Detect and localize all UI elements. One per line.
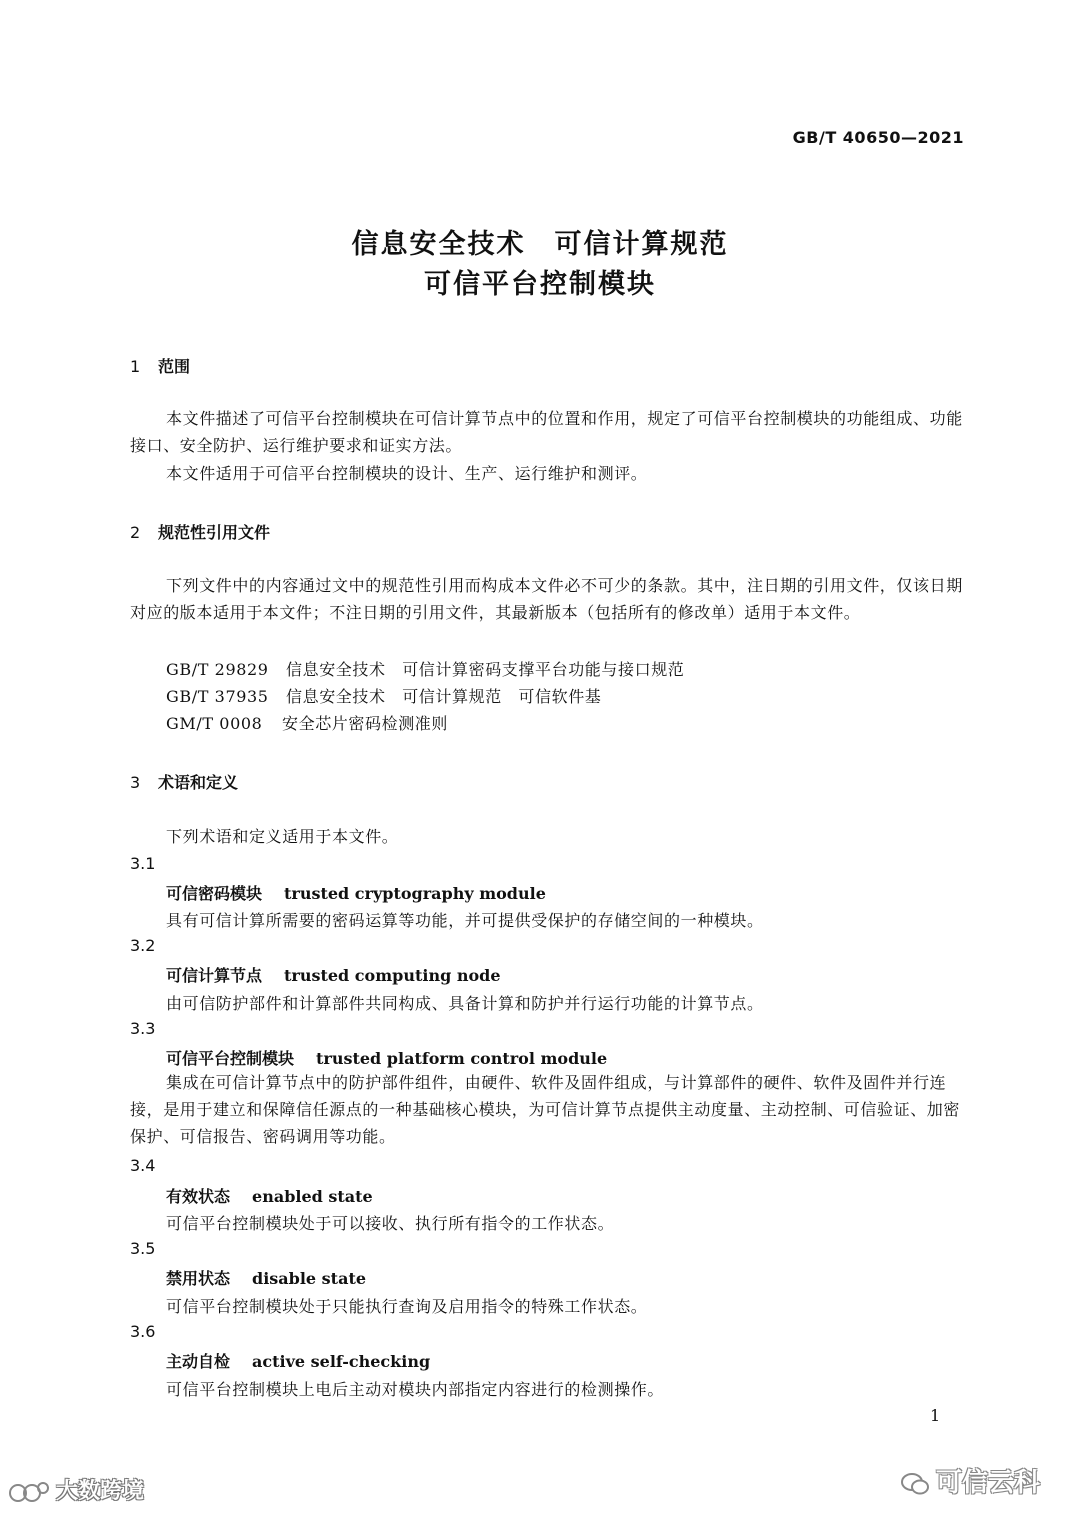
term-number: 3.4	[130, 1156, 156, 1175]
term-number: 3.2	[130, 936, 156, 955]
section-3-intro: 下列术语和定义适用于本文件。	[166, 827, 399, 846]
standard-number: GB/T 40650—2021	[792, 128, 964, 147]
term-en: trusted platform control module	[316, 1049, 608, 1068]
section-title: 规范性引用文件	[158, 523, 271, 542]
watermark-right	[900, 1462, 1040, 1499]
reference-item	[166, 711, 448, 734]
section-number: 1	[130, 357, 141, 376]
section-1-heading	[130, 354, 190, 377]
page-number: 1	[930, 1406, 941, 1425]
term-en: trusted computing node	[284, 966, 501, 985]
wechat-icon	[900, 1471, 930, 1497]
term-en: active self-checking	[252, 1352, 431, 1371]
term-definition: 可信平台控制模块处于只能执行查询及启用指令的特殊工作状态。	[166, 1297, 648, 1316]
term-definition: 集成在可信计算节点中的防护部件组件，由硬件、软件及固件组成，与计算部件的硬件、软件及固件并行连接，是用于建立和保障信任源点的一种基础核心模块，为可信计算节点提供主动度量、主动控制、可信验证、加密保护、可信报告、密码调用等功能。	[130, 1073, 961, 1146]
term-title	[166, 1266, 366, 1289]
reference-title: 安全芯片密码检测准则	[282, 714, 449, 733]
section-1-paragraph-1: 本文件描述了可信平台控制模块在可信计算节点中的位置和作用，规定了可信平台控制模块的功能组成、功能接口、安全防护、运行维护要求和证实方法。	[130, 409, 963, 455]
term-title	[166, 1184, 373, 1207]
term-title	[166, 881, 546, 904]
reference-item	[166, 684, 601, 707]
document-title-line2: 可信平台控制模块	[424, 269, 656, 300]
watermark-right-text: 可信云科	[936, 1468, 1041, 1498]
term-number: 3.3	[130, 1019, 156, 1038]
section-2-paragraph-1: 下列文件中的内容通过文中的规范性引用而构成本文件必不可少的条款。其中，注日期的引用文件，仅该日期对应的版本适用于本文件；不注日期的引用文件，其最新版本（包括所有的修改单）适用于本文件。	[130, 576, 963, 622]
term-en: trusted cryptography module	[284, 884, 546, 903]
term-en: enabled state	[252, 1187, 373, 1206]
term-number: 3.6	[130, 1322, 156, 1341]
term-zh: 主动自检	[166, 1352, 231, 1371]
reference-item	[166, 657, 684, 680]
term-title	[166, 1349, 430, 1372]
term-zh: 有效状态	[166, 1187, 231, 1206]
reference-code: GM/T 0008	[166, 714, 263, 733]
section-2-heading	[130, 520, 270, 543]
term-en: disable state	[252, 1269, 367, 1288]
term-number: 3.5	[130, 1239, 156, 1258]
reference-title: 信息安全技术 可信计算密码支撑平台功能与接口规范	[286, 660, 685, 679]
section-number: 2	[130, 523, 141, 542]
term-zh: 可信密码模块	[166, 884, 263, 903]
term-definition: 可信平台控制模块上电后主动对模块内部指定内容进行的检测操作。	[166, 1380, 665, 1399]
section-number: 3	[130, 773, 141, 792]
reference-title: 信息安全技术 可信计算规范 可信软件基	[286, 687, 602, 706]
section-1-paragraph-2: 本文件适用于可信平台控制模块的设计、生产、运行维护和测评。	[166, 464, 648, 483]
watermark-left-text: 大数跨境	[56, 1479, 145, 1504]
reference-code: GB/T 37935	[166, 687, 269, 706]
section-title: 范围	[158, 357, 191, 376]
section-3-heading	[130, 770, 238, 793]
term-title	[166, 1046, 607, 1069]
term-definition: 可信平台控制模块处于可以接收、执行所有指令的工作状态。	[166, 1214, 615, 1233]
section-title: 术语和定义	[158, 773, 239, 792]
term-zh: 可信平台控制模块	[166, 1049, 295, 1068]
term-title	[166, 963, 501, 986]
brand-logo-icon	[8, 1479, 50, 1505]
term-number: 3.1	[130, 854, 156, 873]
watermark-left	[8, 1474, 144, 1505]
reference-code: GB/T 29829	[166, 660, 269, 679]
term-definition: 具有可信计算所需要的密码运算等功能，并可提供受保护的存储空间的一种模块。	[166, 911, 764, 930]
term-zh: 禁用状态	[166, 1269, 231, 1288]
term-definition: 由可信防护部件和计算部件共同构成、具备计算和防护并行运行功能的计算节点。	[166, 994, 764, 1013]
document-title-line1: 信息安全技术 可信计算规范	[351, 229, 729, 260]
term-zh: 可信计算节点	[166, 966, 263, 985]
